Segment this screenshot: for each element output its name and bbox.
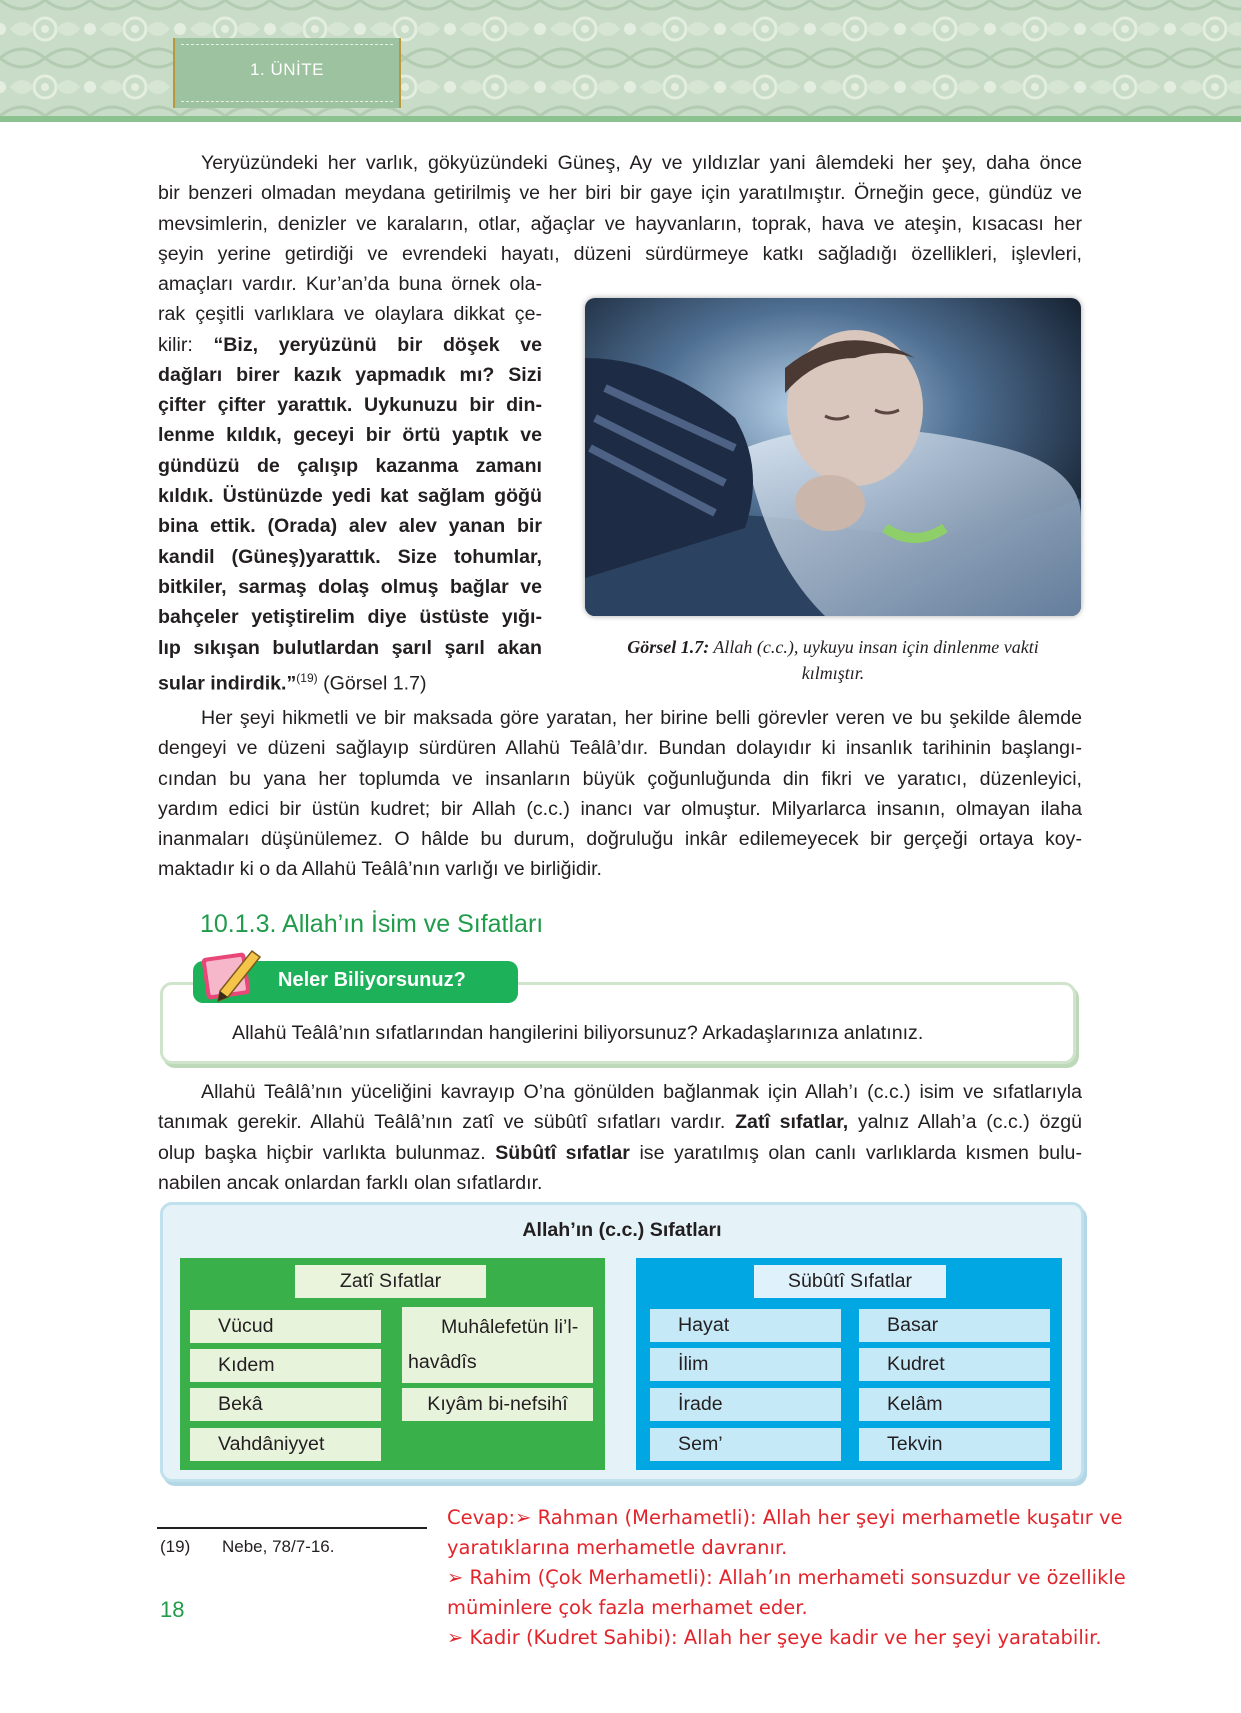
intro-line: Yeryüzündeki her varlık, gökyüzündeki Güneş, Ay ve yıldızlar yani âlemdeki her şey, daha önce: [201, 152, 1082, 174]
paragraph-3: [158, 1077, 1082, 1198]
para-line: Her şeyi hikmetli ve bir maksada göre yaratan, her birine belli görevler veren ve bu şekilde âlemde: [201, 707, 1082, 729]
verse-text: gündüzü de çalışıp kazanma zamanı: [158, 454, 542, 477]
verse-text: bahçeler yetiştirelim diye üstüste yığı-: [158, 606, 542, 629]
footnote-divider: [157, 1527, 427, 1529]
para-line: cından bu yana her toplumda ve insanların büyük çoğunluğunda din fikri ve yaratıcı, düzenleyici,: [158, 767, 1082, 790]
section-heading: 10.1.3. Allah’ın İsim ve Sıfatları: [200, 910, 544, 938]
subuti-attribute: Kudret: [859, 1348, 1050, 1381]
subuti-attribute: Sem’: [650, 1428, 841, 1461]
intro-line: bir benzeri olmadan meydana getirilmiş ve her biri bir gaye için yaratılmıştır. Örneğin gece, gündüz ve: [158, 182, 1082, 205]
zati-attribute: Kıyâm bi-nefsihî: [402, 1388, 593, 1421]
verse-text: dağları birer kazık yapmadık mı? Sizi: [158, 363, 542, 386]
zati-attribute: Vücud: [190, 1310, 381, 1343]
unit-tab: [173, 38, 401, 108]
para-line: inanmaları düşünülemez. O hâlde bu durum, doğruluğu inkâr edilemeyecek bir gerçeği ortaya koy-: [158, 828, 1082, 851]
para-line: Allahü Teâlâ’nın yüceliğini kavrayıp O’na gönülden bağlanmak için Allah’ı (c.c.) isim ve sıfatlarıyla: [201, 1081, 1082, 1103]
subuti-attribute: İrade: [650, 1388, 841, 1421]
intro-line: rak çeşitli varlıklara ve olaylara dikkat çe-: [158, 303, 542, 326]
footnote-ref: (19): [296, 670, 318, 685]
verse-text: lıp sıkışan bulutlardan şarıl şarıl akan: [158, 636, 542, 659]
answer-line: ➢ Kadir (Kudret Sahibi): Allah her şeye kadir ve her şeyi yaratabilir.: [447, 1626, 1102, 1649]
page-number: 18: [160, 1597, 185, 1622]
footnote-text: Nebe, 78/7-16.: [222, 1537, 335, 1556]
answer-line: Cevap:➢ Rahman (Merhametli): Allah her şeyi merhametle kuşatır ve: [447, 1506, 1123, 1529]
notepad-pencil-icon: [200, 945, 266, 1008]
sleeping-child-photo: [585, 298, 1081, 616]
para-bold: Sübûtî sıfatlar: [495, 1141, 630, 1164]
zati-attribute: Kıdem: [190, 1349, 381, 1382]
caption-label: Görsel 1.7:: [627, 637, 710, 657]
para-line: dengeyi ve düzeni sağlayıp sürdüren Allahü Teâlâ’dır. Bundan dolayıdır ki insanlık tarihinin başlangı-: [158, 737, 1082, 760]
verse-text: bitkiler, sarmaş dolaş olmuş bağlar ve: [158, 575, 542, 598]
para-text: ise yaratılmış olan canlı varlıklarda kısmen bulu-: [629, 1141, 1082, 1164]
zati-attribute-text: havâdîs: [408, 1351, 477, 1373]
verse-text: bina ettik. (Orada) alev alev yanan bir: [158, 515, 542, 538]
verse-text: “Biz, yeryüzünü bir döşek ve: [213, 333, 542, 356]
zati-header: Zatî Sıfatlar: [295, 1265, 486, 1298]
para-line: maktadır ki o da Allahü Teâlâ’nın varlığı ve birliğidir.: [158, 858, 602, 881]
subuti-attribute: Kelâm: [859, 1388, 1050, 1421]
caption-text: Allah (c.c.), uykuyu insan için dinlenme vakti: [709, 637, 1039, 657]
visual-ref: (Görsel 1.7): [317, 672, 427, 695]
unit-label: 1. ÜNİTE: [250, 60, 324, 79]
figure-caption: [585, 634, 1081, 686]
intro-line: amaçları vardır. Kur’an’da buna örnek ola-: [158, 273, 542, 295]
answer-text: [447, 1503, 1147, 1653]
para-line: yardım edici bir üstün kudret; bir Allah (c.c.) inancı var olmuştur. Milyarlarca insanın, olmayan ilaha: [158, 797, 1082, 820]
intro-line: kilir:: [158, 333, 193, 356]
answer-line: müminlere çok fazla merhamet eder.: [447, 1596, 808, 1619]
subuti-attribute: Hayat: [650, 1309, 841, 1342]
verse-text: kıldık. Üstünüzde yedi kat sağlam göğü: [158, 485, 542, 508]
zati-attribute: Bekâ: [190, 1388, 381, 1421]
para-text: yalnız Allah’a (c.c.) özgü: [848, 1111, 1083, 1134]
zati-attribute: Vahdâniyyet: [190, 1428, 381, 1461]
para-line: nabilen ancak onlardan farklı olan sıfatlardır.: [158, 1171, 543, 1194]
subuti-attribute: Tekvin: [859, 1428, 1050, 1461]
intro-line: şeyin yerine getirdiği ve evrendeki hayatı, düzeni sürdürmeye katkı sağladığı özellikleri, işlevleri,: [158, 242, 1082, 265]
verse-text: kandil (Güneş)yarattık. Size tohumlar,: [158, 545, 542, 568]
question-box-title: Neler Biliyorsunuz?: [278, 969, 466, 991]
para-bold: Zatî sıfatlar,: [735, 1111, 849, 1134]
para-text: olup başka hiçbir varlıkta bulunmaz.: [158, 1141, 496, 1164]
subuti-attribute: İlim: [650, 1348, 841, 1381]
attributes-table-title: Allah’ın (c.c.) Sıfatları: [522, 1219, 722, 1241]
footnote-number: (19): [160, 1537, 191, 1556]
question-box-text: Allahü Teâlâ’nın sıfatlarından hangilerini biliyorsunuz? Arkadaşlarınıza anlatınız.: [232, 1022, 924, 1044]
verse-text: lenme kıldık, geceyi bir örtü yaptık ve: [158, 424, 542, 447]
verse-column: [158, 269, 542, 699]
zati-attribute-text: Muhâlefetün li’l-: [441, 1316, 579, 1338]
subuti-header: Sübûtî Sıfatlar: [754, 1265, 946, 1298]
para-text: tanımak gerekir. Allahü Teâlâ’nın zatî ve sübûtî sıfatları vardır.: [158, 1111, 736, 1134]
zati-attribute: [402, 1307, 593, 1383]
verse-text: çifter çifter yarattık. Uykunuzu bir din-: [158, 394, 542, 417]
intro-paragraph: [158, 148, 1082, 269]
intro-line: mevsimlerin, denizler ve karaların, otlar, ağaçlar ve hayvanların, toprak, hava ve ateşin, kısacası her: [158, 212, 1082, 235]
subuti-attribute: Basar: [859, 1309, 1050, 1342]
answer-line: ➢ Rahim (Çok Merhametli): Allah’ın merhameti sonsuzdur ve özellikle: [447, 1566, 1126, 1589]
answer-line: yaratıklarına merhametle davranır.: [447, 1536, 788, 1559]
paragraph-2: [158, 703, 1082, 885]
caption-text: kılmıştır.: [801, 663, 865, 683]
verse-text: sular indirdik.”: [158, 672, 297, 695]
